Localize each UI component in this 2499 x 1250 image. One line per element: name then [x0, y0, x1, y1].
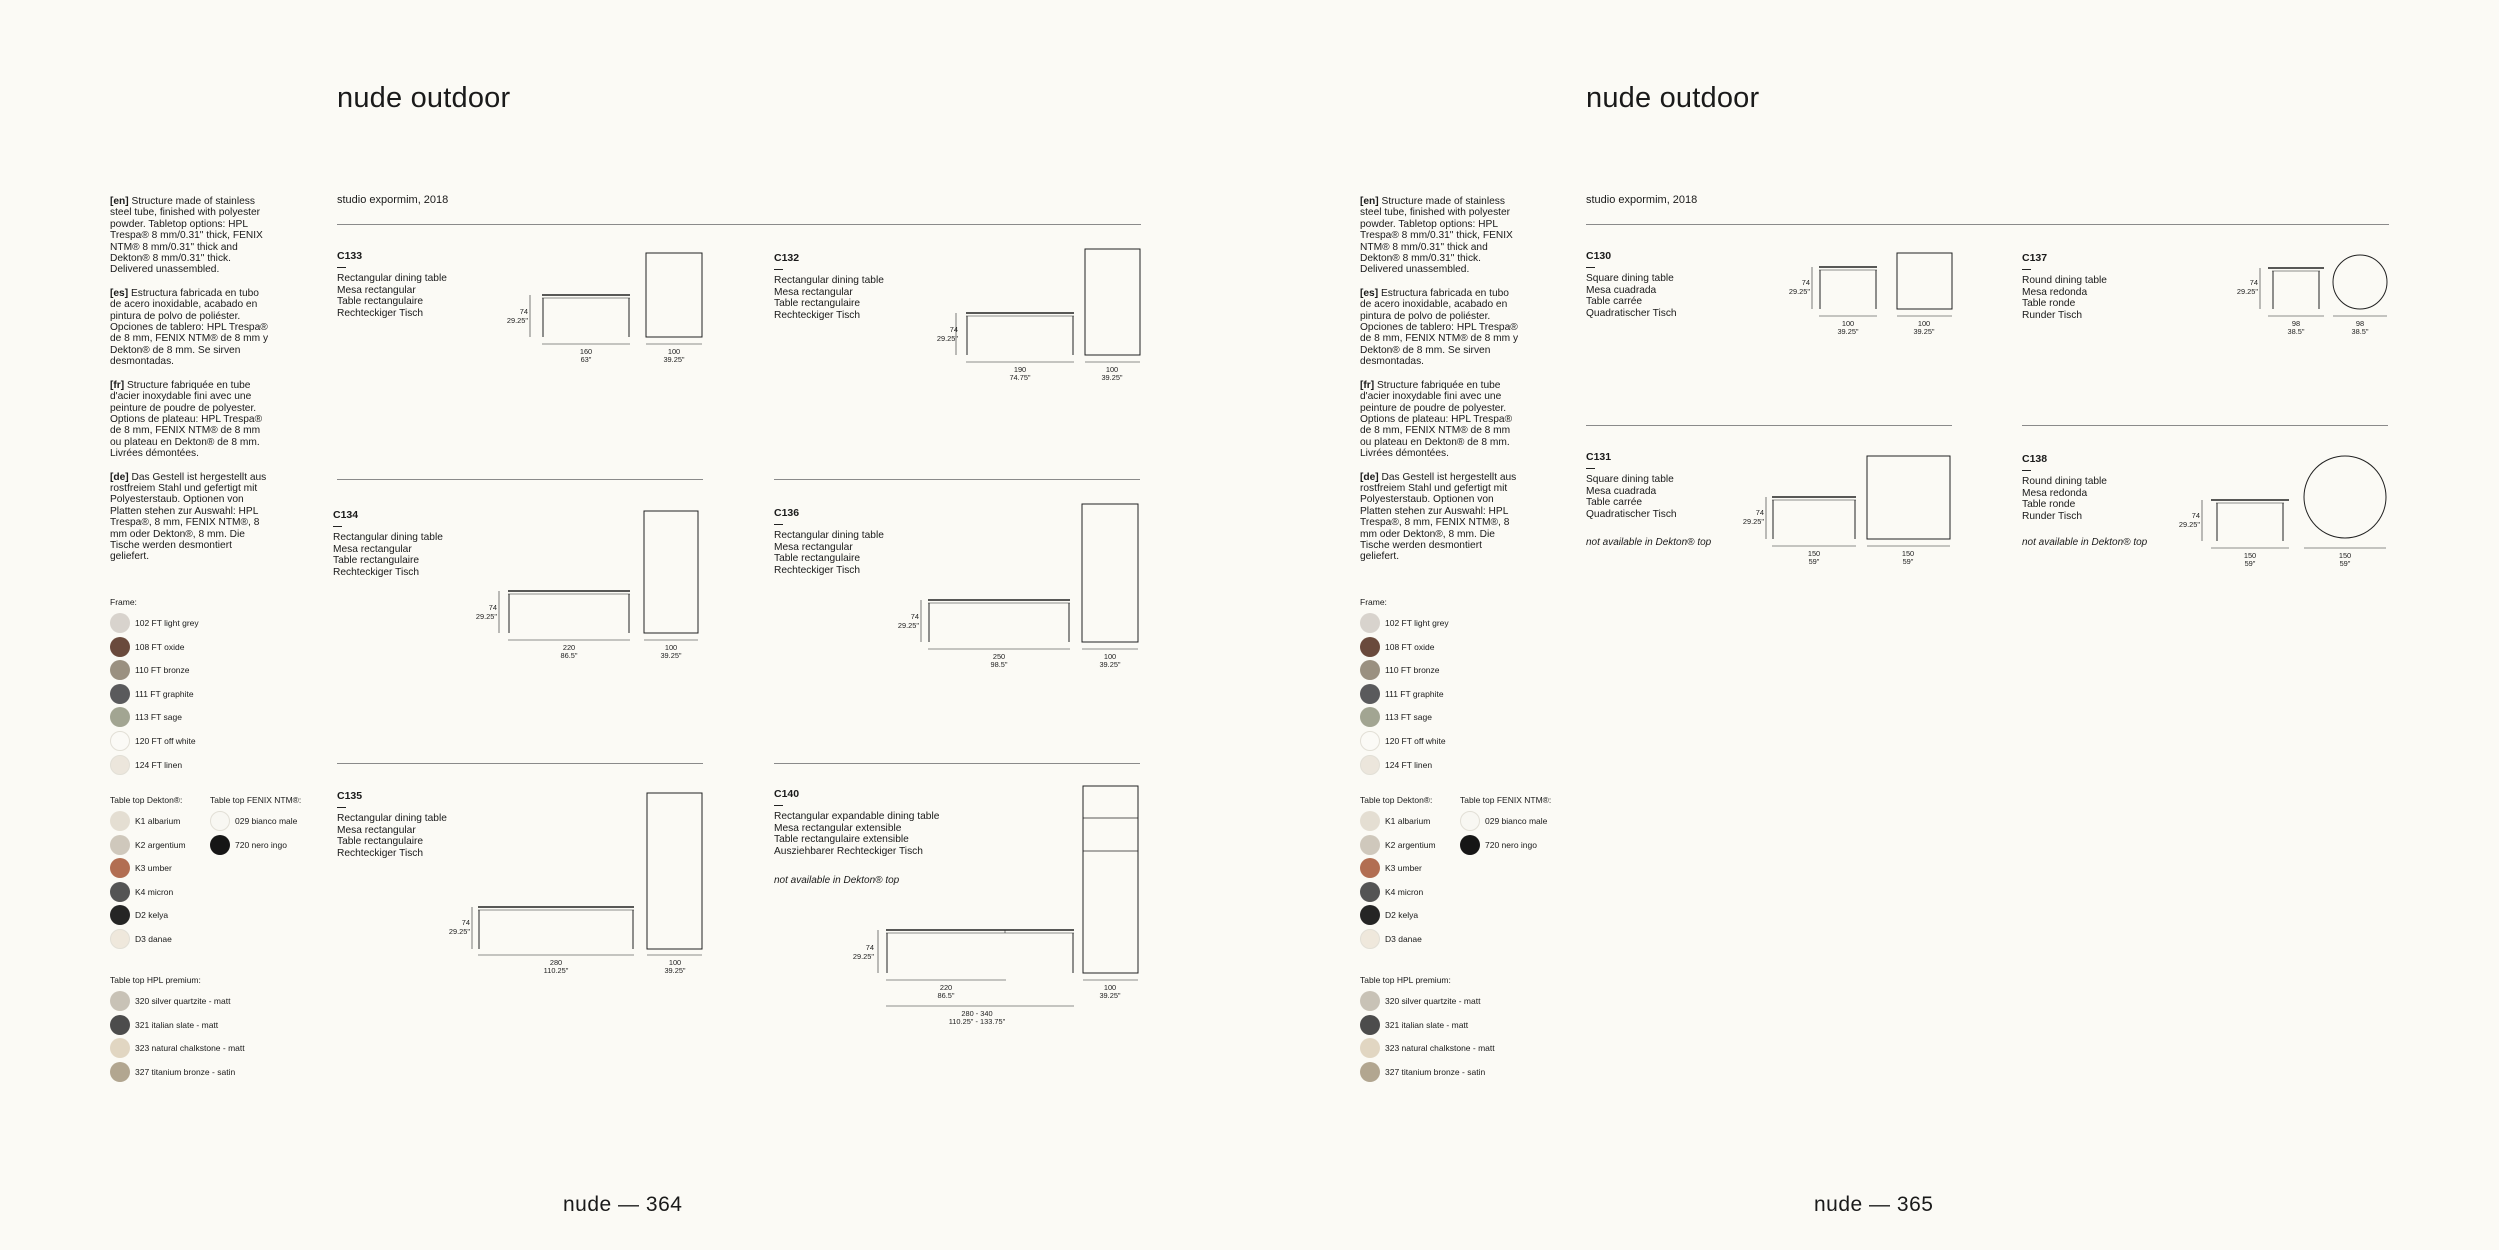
swatch-dekton	[1360, 928, 1422, 950]
swatch-frame	[110, 730, 196, 752]
swatch-name: 327 titanium bronze - satin	[1385, 1066, 1486, 1077]
code-dash	[774, 524, 783, 525]
technical-drawing	[1742, 445, 1960, 575]
length-dim: 100	[1841, 319, 1855, 328]
height-dim-in: 29.25"	[448, 927, 470, 936]
swatch-name: D3 danae	[1385, 934, 1422, 944]
product-names: Rectangular dining table Mesa rectangular Table rectangulaire Rechteckiger Tisch	[774, 530, 884, 576]
swatch-color	[1360, 613, 1380, 633]
page-title-364: nude outdoor	[337, 82, 511, 114]
swatch-hpl	[1360, 990, 1480, 1012]
swatch-dekton	[110, 810, 180, 832]
swatch-hpl	[1360, 1037, 1495, 1059]
swatch-name: 102 FT light grey	[1385, 618, 1449, 628]
height-dim-in: 29.25"	[897, 621, 919, 630]
length-dim-in: 63"	[580, 355, 592, 364]
swatch-name: 323 natural chalkstone - matt	[1385, 1043, 1495, 1054]
code-dash	[774, 805, 783, 806]
swatch-frame	[1360, 683, 1444, 705]
swatch-frame	[1360, 730, 1446, 752]
length-dim-in: 74.75"	[1009, 373, 1031, 382]
description-de: [de] Das Gestell ist hergestellt aus rostfreiem Stahl und gefertigt mit Polyesterstaub. Optionen von Platten stehen zur Auswahl: HPL Trespa®, 8 mm, FENIX NTM®, 8 mm oder Dekton®, 8 mm. Die Tische werden desmontiert geliefert.	[110, 471, 267, 563]
width-dim: 98	[2355, 319, 2365, 328]
swatch-color	[1460, 835, 1480, 855]
code-dash	[337, 267, 346, 268]
swatch-color	[110, 1062, 130, 1082]
swatch-name: 110 FT bronze	[1385, 665, 1440, 676]
swatch-fenix	[210, 834, 287, 856]
swatch-color	[1360, 731, 1380, 751]
height-dim-in: 29.25"	[852, 952, 874, 961]
swatch-color	[110, 882, 130, 902]
swatch-name: K2 argentium	[135, 839, 186, 850]
swatch-color	[1360, 811, 1380, 831]
description-364	[110, 196, 272, 575]
swatch-name: K1 albarium	[1385, 816, 1431, 826]
height-dim-in: 29.25"	[2236, 287, 2258, 296]
length-dim: 190	[1013, 365, 1027, 374]
height-dim: 74	[2191, 511, 2200, 520]
swatch-frame	[110, 659, 190, 681]
swatch-color	[1360, 835, 1380, 855]
height-dim: 74	[1801, 278, 1810, 287]
width-dim-in: 39.25"	[664, 966, 686, 975]
swatch-name: 120 FT off white	[1385, 736, 1446, 746]
width-dim: 100	[667, 347, 681, 356]
product-code: C132	[774, 252, 800, 264]
length-dim-in: 86.5"	[937, 991, 955, 1000]
swatch-color	[1360, 858, 1380, 878]
swatch-dekton	[110, 834, 186, 856]
technical-drawing	[1788, 240, 1970, 340]
width-dim: 100	[664, 643, 678, 652]
code-dash	[2022, 470, 2031, 471]
swatch-name: 108 FT oxide	[135, 641, 185, 652]
swatch-color	[1360, 905, 1380, 925]
height-dim: 74	[2249, 278, 2258, 287]
width-dim-in: 39.25"	[660, 651, 682, 660]
swatch-dekton	[1360, 857, 1422, 879]
swatch-name: 320 silver quartzite - matt	[1385, 996, 1481, 1006]
swatch-name: 111 FT graphite	[1385, 688, 1444, 699]
swatch-color	[1360, 755, 1380, 775]
width-dim-in: 39.25"	[1099, 991, 1121, 1000]
hpl-label: Table top HPL premium:	[110, 975, 201, 985]
designer-credit-365: studio expormim, 2018	[1586, 194, 1698, 206]
width-dim: 100	[1103, 983, 1117, 992]
product-code: C140	[774, 788, 800, 800]
frame-label: Frame:	[1360, 597, 1387, 607]
length-ext-dim: 280 - 340	[961, 1009, 993, 1018]
swatch-color	[1360, 1038, 1380, 1058]
height-dim: 74	[1755, 508, 1764, 517]
divider	[1586, 224, 2389, 225]
height-dim: 74	[865, 943, 874, 952]
swatch-frame	[110, 683, 194, 705]
length-dim: 280	[549, 958, 563, 967]
swatch-name: 120 FT off white	[135, 736, 196, 746]
code-dash	[774, 269, 783, 270]
height-dim-in: 29.25"	[475, 612, 497, 621]
technical-drawing	[2236, 240, 2410, 340]
page-footer-365: nude — 365	[1814, 1193, 1934, 1216]
width-dim: 100	[1917, 319, 1931, 328]
swatch-hpl	[110, 1061, 235, 1083]
height-dim-in: 29.25"	[1742, 517, 1764, 526]
availability-note: not available in Dekton® top	[2022, 537, 2148, 548]
dekton-label: Table top Dekton®:	[1360, 795, 1433, 805]
swatch-name: K2 argentium	[1385, 839, 1436, 850]
swatch-dekton	[1360, 810, 1430, 832]
frame-label: Frame:	[110, 597, 137, 607]
swatch-color	[110, 1038, 130, 1058]
divider	[337, 479, 703, 480]
swatch-color	[1360, 1015, 1380, 1035]
swatch-name: 102 FT light grey	[135, 618, 199, 628]
availability-note: not available in Dekton® top	[774, 875, 900, 886]
code-dash	[1586, 468, 1595, 469]
swatch-name: 113 FT sage	[1385, 712, 1432, 723]
swatch-fenix	[1460, 834, 1537, 856]
divider	[337, 763, 703, 764]
code-dash	[1586, 267, 1595, 268]
length-dim: 98	[2291, 319, 2301, 328]
swatch-dekton	[1360, 834, 1436, 856]
length-dim: 150	[1807, 549, 1821, 558]
code-dash	[333, 526, 342, 527]
width-dim: 150	[2338, 551, 2352, 560]
width-dim-in: 39.25"	[1913, 327, 1935, 336]
swatch-dekton	[110, 881, 173, 903]
length-dim-in: 98.5"	[990, 660, 1008, 669]
swatch-hpl	[110, 990, 230, 1012]
product-code: C138	[2022, 453, 2048, 465]
description-fr: [fr] Structure fabriquée en tube d'acier inoxydable fini avec une peinture de poudre de polyester. Options de plateau: HPL Trespa® de 8 mm, FENIX NTM® de 8 mm ou plateau en Dekton® de 8 mm. Livrées démontées.	[110, 379, 263, 460]
width-dim-in: 39.25"	[1101, 373, 1123, 382]
designer-credit-364: studio expormim, 2018	[337, 194, 449, 206]
swatch-dekton	[110, 928, 172, 950]
technical-drawing	[500, 240, 720, 370]
product-code: C137	[2022, 252, 2048, 264]
height-dim-in: 29.25"	[506, 316, 528, 325]
swatch-name: 720 nero ingo	[1485, 839, 1537, 850]
length-dim-in: 59"	[1808, 557, 1820, 566]
width-dim-in: 39.25"	[663, 355, 685, 364]
swatch-name: K3 umber	[135, 863, 172, 874]
length-dim-in: 110.25"	[543, 966, 569, 975]
swatch-frame	[1360, 612, 1449, 634]
swatch-name: 321 italian slate - matt	[135, 1019, 219, 1030]
swatch-color	[110, 991, 130, 1011]
swatch-name: D3 danae	[135, 934, 172, 944]
technical-drawing	[475, 500, 710, 675]
product-names: Rectangular dining table Mesa rectangular Table rectangulaire Rechteckiger Tisch	[333, 532, 443, 578]
hpl-label: Table top HPL premium:	[1360, 975, 1451, 985]
product-names: Rectangular expandable dining table Mesa rectangular extensible Table rectangulaire extensible Ausziehbarer Rechteckiger Tisch	[774, 811, 940, 857]
width-dim: 100	[668, 958, 682, 967]
description-es: [es] Estructura fabricada en tubo de acero inoxidable, acabado en pintura de polvo de poliéster. Opciones de tablero: HPL Trespa® de 8 mm, FENIX NTM® de 8 mm y Dekton® de 8 mm. Se sirven desmontadas.	[1360, 287, 1519, 368]
product-names: Rectangular dining table Mesa rectangular Table rectangulaire Rechteckiger Tisch	[337, 273, 447, 319]
swatch-color	[1360, 882, 1380, 902]
swatch-color	[110, 637, 130, 657]
swatch-name: 113 FT sage	[135, 712, 182, 723]
width-dim: 100	[1105, 365, 1119, 374]
swatch-name: 124 FT linen	[135, 759, 183, 770]
swatch-dekton	[1360, 881, 1423, 903]
swatch-frame	[1360, 659, 1440, 681]
product-names: Square dining table Mesa cuadrada Table carrée Quadratischer Tisch	[1586, 474, 1677, 520]
technical-drawing	[930, 240, 1150, 390]
width-dim-in: 59"	[1902, 557, 1914, 566]
swatch-frame	[110, 636, 184, 658]
swatch-color	[110, 1015, 130, 1035]
swatch-name: K4 micron	[1385, 886, 1424, 897]
width-dim: 100	[1103, 652, 1117, 661]
swatch-color	[1360, 660, 1380, 680]
length-dim: 250	[992, 652, 1006, 661]
swatch-name: 110 FT bronze	[135, 665, 190, 676]
height-dim: 74	[519, 307, 528, 316]
swatch-name: K4 micron	[135, 886, 174, 897]
swatch-frame	[110, 612, 199, 634]
length-dim-in: 38.5"	[2287, 327, 2305, 336]
swatch-name: K1 albarium	[135, 816, 181, 826]
technical-drawing	[897, 495, 1150, 675]
description-de: [de] Das Gestell ist hergestellt aus rostfreiem Stahl und gefertigt mit Polyesterstaub. Optionen von Platten stehen zur Auswahl: HPL Trespa®, 8 mm, FENIX NTM®, 8 mm oder Dekton®, 8 mm. Die Tische werden desmontiert geliefert.	[1360, 471, 1517, 563]
product-code: C135	[337, 790, 363, 802]
swatch-fenix	[1460, 810, 1547, 832]
swatch-name: 720 nero ingo	[235, 839, 287, 850]
page-title-365: nude outdoor	[1586, 82, 1760, 114]
height-dim: 74	[461, 918, 470, 927]
swatch-name: 108 FT oxide	[1385, 641, 1435, 652]
swatch-color	[210, 835, 230, 855]
swatch-name: 111 FT graphite	[135, 688, 194, 699]
length-dim: 220	[562, 643, 576, 652]
swatch-name: K3 umber	[1385, 863, 1422, 874]
divider	[337, 224, 1141, 225]
height-dim: 74	[488, 603, 497, 612]
swatch-frame	[1360, 706, 1432, 728]
swatch-dekton	[110, 857, 172, 879]
description-365	[1360, 196, 1522, 575]
swatch-frame	[110, 754, 182, 776]
swatch-color	[1460, 811, 1480, 831]
length-ext-dim-in: 110.25" - 133.75"	[948, 1017, 1006, 1026]
product-code: C133	[337, 250, 363, 262]
swatch-name: D2 kelya	[135, 910, 169, 921]
height-dim-in: 29.25"	[2178, 520, 2200, 529]
description-en: [en] Structure made of stainless steel tube, finished with polyester powder. Tabletop options: HPL Trespa® 8 mm/0.31" thick, FENIX NTM® 8 mm/0.31" thick and Dekton® 8 mm/0.31" thick. Delivered unassembled.	[110, 196, 263, 276]
swatch-color	[1360, 991, 1380, 1011]
swatch-color	[110, 731, 130, 751]
swatch-hpl	[110, 1014, 218, 1036]
swatch-frame	[1360, 636, 1434, 658]
swatch-frame	[110, 706, 182, 728]
swatch-color	[110, 755, 130, 775]
description-en: [en] Structure made of stainless steel tube, finished with polyester powder. Tabletop options: HPL Trespa® 8 mm/0.31" thick, FENIX NTM® 8 mm/0.31" thick and Dekton® 8 mm/0.31" thick. Delivered unassembled.	[1360, 196, 1513, 276]
fenix-label: Table top FENIX NTM®:	[210, 795, 302, 805]
dekton-label: Table top Dekton®:	[110, 795, 183, 805]
width-dim-in: 39.25"	[1099, 660, 1121, 669]
swatch-color	[110, 684, 130, 704]
swatch-hpl	[1360, 1014, 1468, 1036]
swatch-color	[110, 660, 130, 680]
divider	[1586, 425, 1952, 426]
divider	[774, 763, 1140, 764]
divider	[2022, 425, 2388, 426]
swatch-color	[1360, 637, 1380, 657]
swatch-color	[110, 929, 130, 949]
height-dim: 74	[949, 325, 958, 334]
swatch-name: 323 natural chalkstone - matt	[135, 1043, 245, 1054]
swatch-color	[110, 858, 130, 878]
technical-drawing	[448, 785, 710, 985]
description-es: [es] Estructura fabricada en tubo de acero inoxidable, acabado en pintura de polvo de poliéster. Opciones de tablero: HPL Trespa® de 8 mm, FENIX NTM® de 8 mm y Dekton® de 8 mm. Se sirven desmontadas.	[110, 287, 269, 368]
swatch-dekton	[110, 904, 168, 926]
swatch-color	[1360, 929, 1380, 949]
swatch-color	[110, 613, 130, 633]
product-code: C134	[333, 509, 359, 521]
width-dim-in: 59"	[2339, 559, 2351, 568]
description-fr: [fr] Structure fabriquée en tube d'acier inoxydable fini avec une peinture de poudre de polyester. Options de plateau: HPL Trespa® de 8 mm, FENIX NTM® de 8 mm ou plateau en Dekton® de 8 mm. Livrées démontées.	[1360, 379, 1513, 460]
product-names: Round dining table Mesa redonda Table ronde Runder Tisch	[2022, 476, 2107, 522]
swatch-name: 321 italian slate - matt	[1385, 1019, 1469, 1030]
availability-note: not available in Dekton® top	[1586, 537, 1712, 548]
height-dim: 74	[910, 612, 919, 621]
product-names: Rectangular dining table Mesa rectangular Table rectangulaire Rechteckiger Tisch	[774, 275, 884, 321]
length-dim: 160	[579, 347, 593, 356]
swatch-hpl	[1360, 1061, 1485, 1083]
product-names: Square dining table Mesa cuadrada Table carrée Quadratischer Tisch	[1586, 273, 1677, 319]
swatch-name: 320 silver quartzite - matt	[135, 996, 231, 1006]
swatch-frame	[1360, 754, 1432, 776]
swatch-name: 029 bianco male	[1485, 816, 1548, 826]
swatch-color	[210, 811, 230, 831]
swatch-color	[110, 811, 130, 831]
swatch-fenix	[210, 810, 297, 832]
width-dim-in: 38.5"	[2351, 327, 2369, 336]
product-code: C131	[1586, 451, 1612, 463]
code-dash	[2022, 269, 2031, 270]
swatch-name: 029 bianco male	[235, 816, 298, 826]
length-dim: 150	[2243, 551, 2257, 560]
width-dim: 150	[1901, 549, 1915, 558]
length-dim-in: 39.25"	[1837, 327, 1859, 336]
swatch-name: 124 FT linen	[1385, 759, 1433, 770]
page-footer-364: nude — 364	[563, 1193, 683, 1216]
height-dim-in: 29.25"	[1788, 287, 1810, 296]
swatch-color	[1360, 684, 1380, 704]
length-dim-in: 86.5"	[560, 651, 578, 660]
fenix-label: Table top FENIX NTM®:	[1460, 795, 1552, 805]
swatch-name: D2 kelya	[1385, 910, 1419, 921]
swatch-color	[110, 707, 130, 727]
swatch-name: 327 titanium bronze - satin	[135, 1066, 236, 1077]
technical-drawing	[2178, 445, 2400, 575]
swatch-dekton	[1360, 904, 1418, 926]
swatch-color	[1360, 707, 1380, 727]
divider	[774, 479, 1140, 480]
product-code: C130	[1586, 250, 1612, 262]
swatch-color	[1360, 1062, 1380, 1082]
swatch-color	[110, 905, 130, 925]
height-dim-in: 29.25"	[936, 334, 958, 343]
length-dim-in: 59"	[2244, 559, 2256, 568]
length-dim: 220	[939, 983, 953, 992]
product-names: Round dining table Mesa redonda Table ronde Runder Tisch	[2022, 275, 2107, 321]
code-dash	[337, 807, 346, 808]
product-code: C136	[774, 507, 800, 519]
product-names: Rectangular dining table Mesa rectangular Table rectangulaire Rechteckiger Tisch	[337, 813, 447, 859]
swatch-hpl	[110, 1037, 245, 1059]
swatch-color	[110, 835, 130, 855]
